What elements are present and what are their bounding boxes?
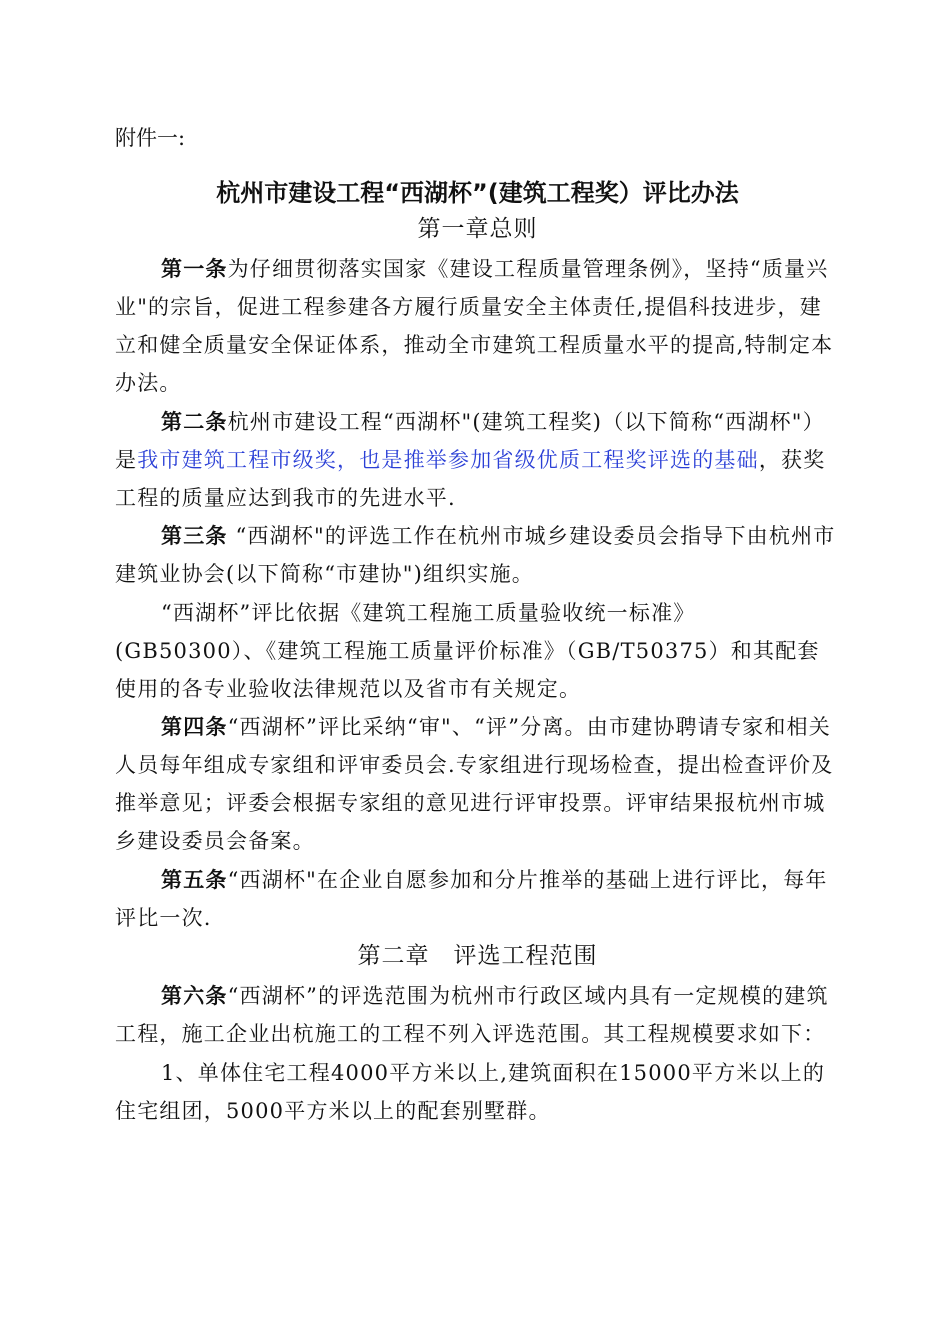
scale-item-1-text: 1、单体住宅工程4000平方米以上,建筑面积在15000平方米以上的住宅组团，5000平方米以上的配套别墅群。 <box>115 1060 826 1123</box>
article-2-label: 第二条 <box>161 409 228 434</box>
evaluation-basis <box>115 594 840 708</box>
article-4-text: “西湖杯”评比采纳“审"、“评”分离。由市建协聘请专家和相关人员每年组成专家组和评审委员会.专家组进行现场检查，提出检查评价及推举意见；评委会根据专家组的意见进行评审投票。评审结果报杭州市城乡建设委员会备案。 <box>115 715 834 853</box>
article-3-label: 第三条 <box>161 524 228 548</box>
attachment-label: 附件一: <box>115 126 186 150</box>
article-6-label: 第六条 <box>161 984 228 1008</box>
article-2 <box>115 403 840 517</box>
article-1 <box>115 250 840 402</box>
document-title: 杭州市建设工程“西湖杯”(建筑工程奖）评比办法 <box>216 179 739 207</box>
article-5 <box>115 861 840 937</box>
article-3 <box>115 517 840 593</box>
article-3-text: “西湖杯"的评选工作在杭州市城乡建设委员会指导下由杭州市建筑业协会(以下简称“市建协")组织实施。 <box>115 524 836 586</box>
chapter-2-heading: 第二章 评选工程范围 <box>357 943 598 969</box>
article-1-label: 第一条 <box>161 257 228 281</box>
chapter-1-heading: 第一章总则 <box>417 216 538 242</box>
article-2-highlight: 我市建筑工程市级奖，也是推举参加省级优质工程奖评选的基础 <box>137 447 759 472</box>
article-4-label: 第四条 <box>161 715 228 739</box>
article-2-text-b: ，获奖工程的质量应达到我市的先进水平. <box>115 447 826 510</box>
article-4 <box>115 708 840 860</box>
scale-item-1 <box>115 1054 840 1130</box>
article-6 <box>115 977 840 1053</box>
article-6-text: “西湖杯”的评选范围为杭州市行政区域内具有一定规模的建筑工程，施工企业出杭施工的工程不列入评选范围。其工程规模要求如下： <box>115 984 829 1046</box>
article-2-text-a: 杭州市建设工程“西湖杯"(建筑工程奖)（以下简称“西湖杯"）是 <box>115 409 825 472</box>
article-5-text: “西湖杯"在企业自愿参加和分片推举的基础上进行评比，每年评比一次. <box>115 867 828 930</box>
evaluation-basis-text: “西湖杯”评比依据《建筑工程施工质量验收统一标准》(GB50300）、《建筑工程施工质量评价标准》（GB/T50375）和其配套使用的各专业验收法律规范以及省市有关规定。 <box>115 600 820 701</box>
article-5-label: 第五条 <box>161 867 228 892</box>
article-1-text: 为仔细贯彻落实国家《建设工程质量管理条例》，坚持“质量兴业"的宗旨，促进工程参建各方履行质量安全主体责任,提倡科技进步，建立和健全质量安全保证体系，推动全市建筑工程质量水平的提高,特制定本办法。 <box>115 257 834 395</box>
